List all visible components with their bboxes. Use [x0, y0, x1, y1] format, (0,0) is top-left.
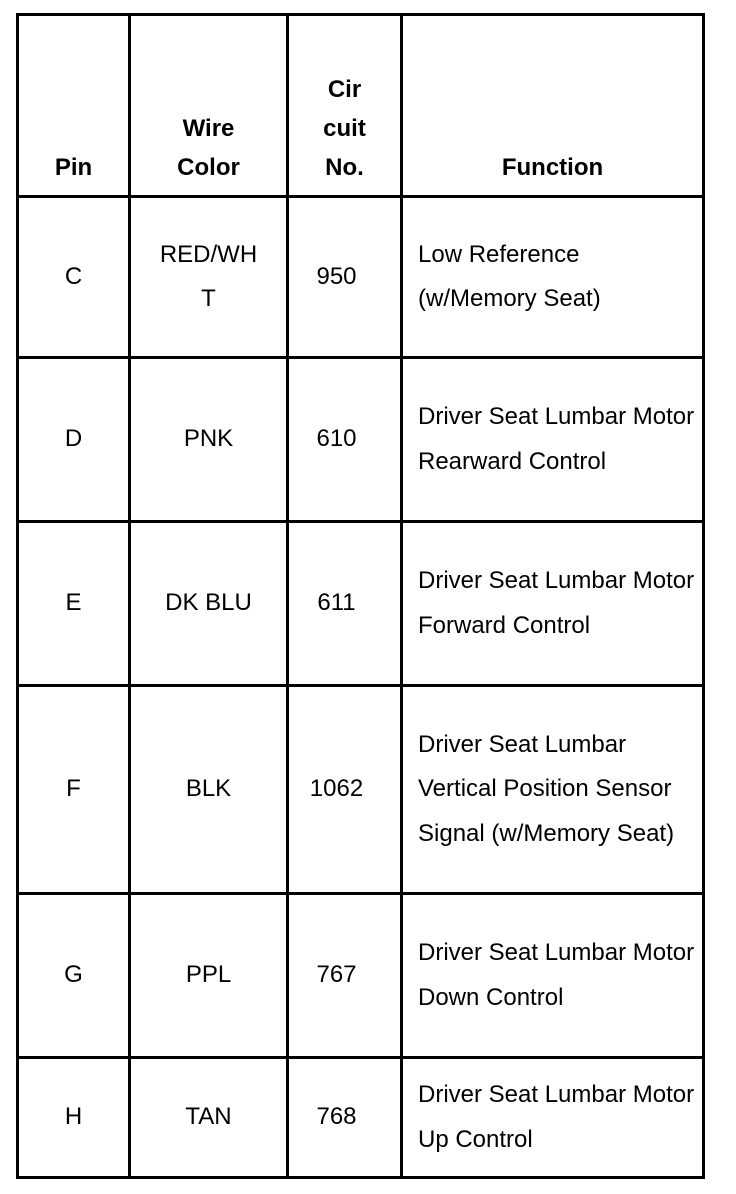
circuit-no-cell: 950: [288, 197, 402, 358]
wire-color-cell: PNK: [130, 358, 288, 522]
circuit-no-cell: 767: [288, 894, 402, 1058]
wire-color-cell: TAN: [130, 1058, 288, 1178]
header-pin: Pin: [18, 15, 130, 197]
circuit-no-cell: 610: [288, 358, 402, 522]
function-cell: Driver Seat Lumbar Motor Up Control: [402, 1058, 704, 1178]
pin-cell: E: [18, 522, 130, 686]
table-row: [18, 358, 704, 522]
table-row: [18, 522, 704, 686]
pin-cell: C: [18, 197, 130, 358]
table-row: [18, 894, 704, 1058]
table-row: [18, 1058, 704, 1178]
wire-color-cell: RED/WHT: [130, 197, 288, 358]
table-row: [18, 686, 704, 894]
function-cell: Driver Seat Lumbar Vertical Position Sensor Signal (w/Memory Seat): [402, 686, 704, 894]
function-cell: Driver Seat Lumbar Motor Rearward Control: [402, 358, 704, 522]
header-circuit-no: Cir cuit No.: [288, 15, 402, 197]
function-cell: Driver Seat Lumbar Motor Down Control: [402, 894, 704, 1058]
pin-cell: H: [18, 1058, 130, 1178]
circuit-no-cell: 1062: [288, 686, 402, 894]
header-row: [18, 15, 704, 197]
pin-cell: D: [18, 358, 130, 522]
wire-color-cell: DK BLU: [130, 522, 288, 686]
wire-color-cell: PPL: [130, 894, 288, 1058]
header-function: Function: [402, 15, 704, 197]
table-row: [18, 197, 704, 358]
function-cell: Low Reference (w/Memory Seat): [402, 197, 704, 358]
pin-cell: G: [18, 894, 130, 1058]
circuit-no-cell: 611: [288, 522, 402, 686]
pin-cell: F: [18, 686, 130, 894]
connector-pin-table: [16, 13, 705, 1179]
circuit-no-cell: 768: [288, 1058, 402, 1178]
header-wire-color: Wire Color: [130, 15, 288, 197]
wire-color-cell: BLK: [130, 686, 288, 894]
function-cell: Driver Seat Lumbar Motor Forward Control: [402, 522, 704, 686]
